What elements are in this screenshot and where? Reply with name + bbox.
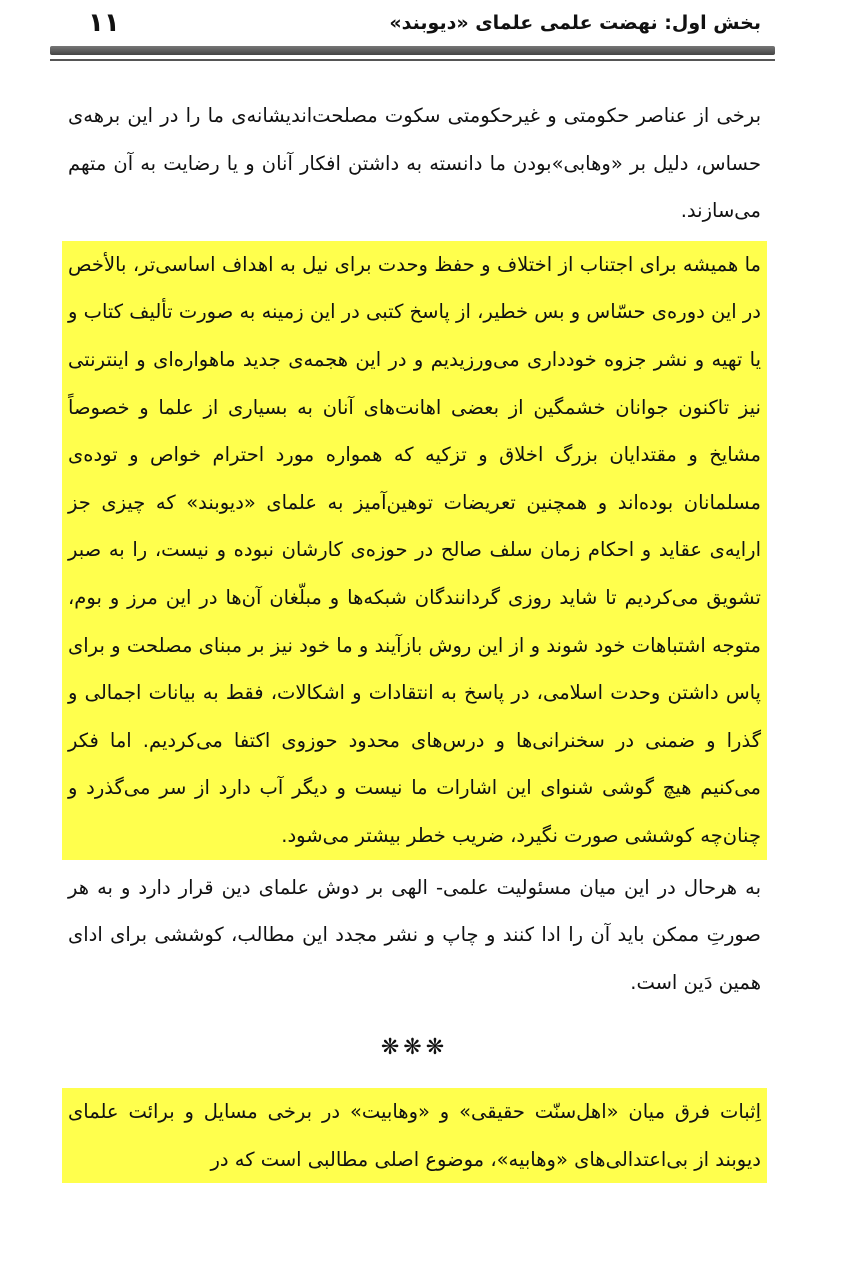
highlighted-paragraph-2: اِثبات فرق میان «اهل‌سنّت حقیقی» و «وهابیت» در برخی مسایل و برائت علمای دیوبند از بی‌اعتدالی‌های «وهابیه»، موضوع اصلی مطالبی است که در <box>62 1088 767 1183</box>
header-rule-thin <box>50 59 775 61</box>
page-number: ۱۱ <box>88 8 120 38</box>
section-separator: ❋❋❋ <box>380 1035 449 1061</box>
header-rule-thick <box>50 46 775 55</box>
highlighted-paragraph-1: ما همیشه برای اجتناب از اختلاف و حفظ وحدت برای نیل به اهداف اساسی‌تر، بالأخص در این دوره‌ی حسّاس و بس خطیر، از پاسخ کتبی در این زمینه به صورت تألیف کتاب و یا تهیه و نشر جزوه خودداری می‌ورزیدیم و در این هجمه‌ی جدید ماهواره‌ای و اینترنتی نیز تاکنون جوانان خشمگین از بعضی اهانت‌های آنان به بسیاری از علما و خصوصاً مشایخ و مقتدایان بزرگ اخلاق و تزکیه که همواره مورد احترام خواص و توده‌ی مسلمانان بوده‌اند و همچنین تعریضات توهین‌آمیز به علمای «دیوبند» که چیزی جز ارایه‌ی عقاید و احکام زمان سلف صالح در حوزه‌ی کارشان نبوده و نیست، را به صبر تشویق می‌کردیم تا شاید روزی گردانندگان شبکه‌ها و مبلّغان آن‌ها در این مرز و بوم، متوجه اشتباهات خود شوند و از این روش بازآیند و ما خود نیز بر مبنای مصلحت و برای پاس داشتن وحدت اسلامی، در پاسخ به انتقادات و اشکالات، فقط به بیانات اجمالی و گذرا و ضمنی در سخنرانی‌ها و درس‌های محدود حوزوی اکتفا می‌کردیم. اما فکر می‌کنیم هیچ گوشی شنوای این اشارات ما نیست و دیگر آب دارد از سر می‌گذرد و چنان‌چه کوششی صورت نگیرد، ضریب خطر بیشتر می‌شود. <box>62 241 767 860</box>
running-title: بخش اول: نهضت علمی علمای «دیوبند» <box>389 12 761 34</box>
page-body <box>68 92 761 1183</box>
paragraph-2: به هرحال در این میان مسئولیت علمی- الهی بر دوش علمای دین قرار دارد و به هر صورتِ ممکن باید آن را ادا کنند و چاپ و نشر مجدد این مطالب، کوششی برای ادای همین دَین است. <box>68 875 761 994</box>
page-header <box>50 6 761 46</box>
paragraph-1: برخی از عناصر حکومتی و غیرحکومتی سکوت مصلحت‌اندیشانه‌ی ما را در این برهه‌ی حساس، دلیل بر «وهابی»بودن ما دانسته به داشتن افکار آنان و یا رضایت به آن متهم می‌سازند. <box>68 104 761 223</box>
